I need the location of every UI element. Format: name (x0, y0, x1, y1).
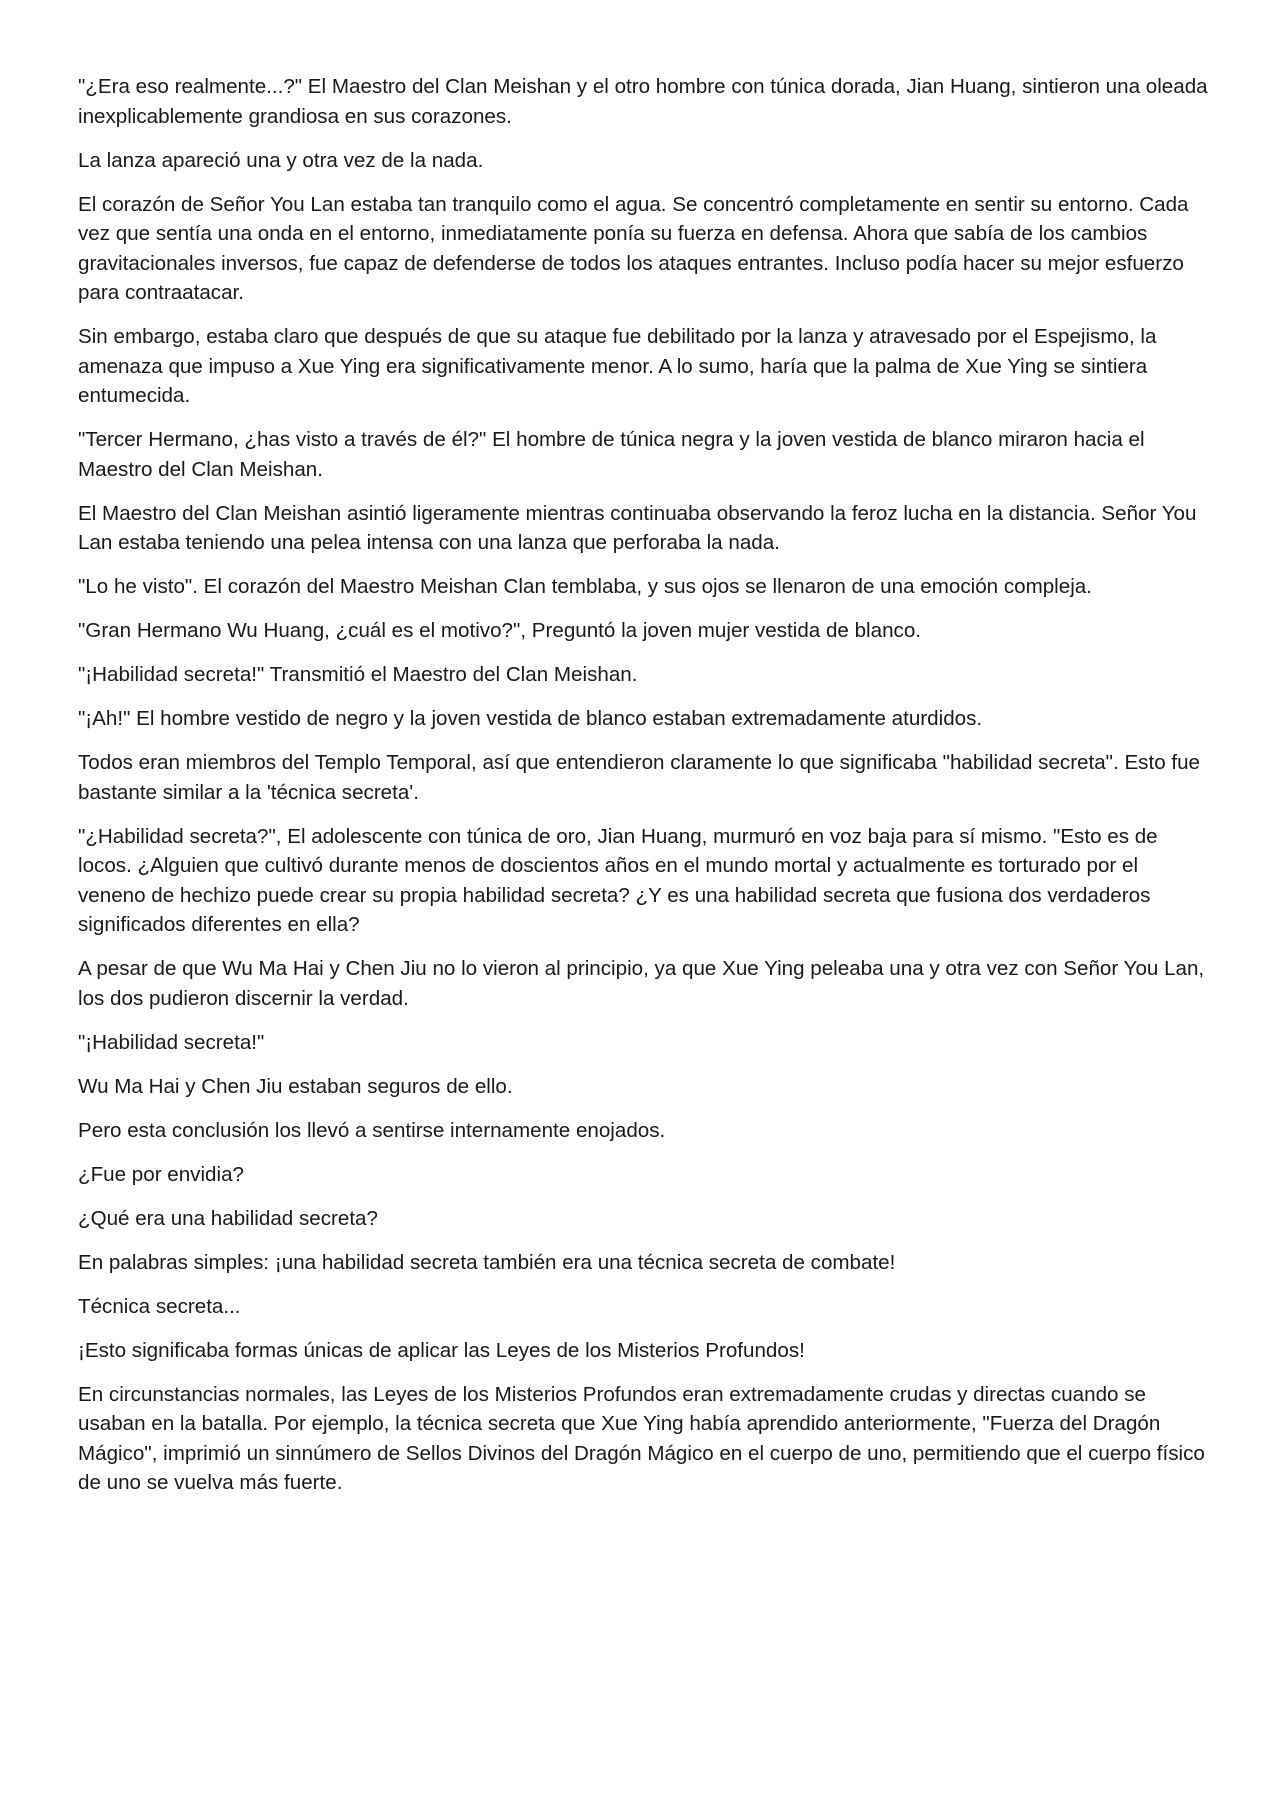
paragraph: Sin embargo, estaba claro que después de que su ataque fue debilitado por la lanza y atravesado por el Espejismo, la amenaza que impuso a Xue Ying era significativamente menor. A lo sumo, haría que la palma de Xue Ying se sintiera entumecida. (78, 325, 1157, 407)
paragraph: El Maestro del Clan Meishan asintió ligeramente mientras continuaba observando la feroz lucha en la distancia. Señor You Lan estaba teniendo una pelea intensa con una lanza que perforaba la nada. (78, 501, 1197, 554)
paragraph: Todos eran miembros del Templo Temporal, así que entendieron claramente lo que significaba "habilidad secreta". Esto fue bastante similar a la 'técnica secreta'. (78, 751, 1200, 804)
paragraph: "¿Habilidad secreta?", El adolescente con túnica de oro, Jian Huang, murmuró en voz baja para sí mismo. "Esto es de locos. ¿Alguien que cultivó durante menos de doscientos años en el mundo mortal y actualmente es torturado por el veneno de hechizo puede crear su propia habilidad secreta? ¿Y es una habilidad secreta que fusiona dos verdaderos significados diferentes en ella? (78, 824, 1158, 936)
paragraph: "¡Habilidad secreta!" Transmitió el Maestro del Clan Meishan. (78, 663, 638, 686)
paragraph: ¿Fue por envidia? (78, 1162, 244, 1186)
paragraph: Wu Ma Hai y Chen Jiu estaban seguros de ello. (78, 1074, 513, 1098)
paragraph: El corazón de Señor You Lan estaba tan tranquilo como el agua. Se concentró completamente en sentir su entorno. Cada vez que sentía una onda en el entorno, inmediatamente ponía su fuerza en defensa. Ahora que sabía de los cambios gravitacionales inversos, fue capaz de defenderse de todos los ataques entrantes. Incluso podía hacer su mejor esfuerzo para contraatacar. (78, 192, 1189, 304)
paragraph: En palabras simples: ¡una habilidad secreta también era una técnica secreta de combate! (78, 1250, 896, 1274)
paragraph: A pesar de que Wu Ma Hai y Chen Jiu no lo vieron al principio, ya que Xue Ying peleaba una y otra vez con Señor You Lan, los dos pudieron discernir la verdad. (78, 957, 1205, 1010)
paragraph: "¡Habilidad secreta!" (78, 1030, 265, 1054)
paragraph: "¿Era eso realmente...?" El Maestro del Clan Meishan y el otro hombre con túnica dorada, Jian Huang, sintieron una oleada inexplicablemente grandiosa en sus corazones. (78, 75, 1208, 128)
paragraph: Técnica secreta... (78, 1294, 241, 1318)
document-page (78, 72, 1208, 1512)
paragraph: "¡Ah!" El hombre vestido de negro y la joven vestida de blanco estaban extremadamente aturdidos. (78, 707, 983, 730)
paragraph: "Gran Hermano Wu Huang, ¿cuál es el motivo?", Preguntó la joven mujer vestida de blanco. (78, 619, 921, 642)
paragraph: ¡Esto significaba formas únicas de aplicar las Leyes de los Misterios Profundos! (78, 1338, 805, 1362)
paragraph: La lanza apareció una y otra vez de la nada. (78, 148, 484, 172)
paragraph: "Lo he visto". El corazón del Maestro Meishan Clan temblaba, y sus ojos se llenaron de una emoción compleja. (78, 575, 1092, 598)
paragraph: Pero esta conclusión los llevó a sentirse internamente enojados. (78, 1118, 666, 1142)
paragraph: ¿Qué era una habilidad secreta? (78, 1206, 378, 1230)
paragraph: En circunstancias normales, las Leyes de los Misterios Profundos eran extremadamente crudas y directas cuando se usaban en la batalla. Por ejemplo, la técnica secreta que Xue Ying había aprendido anteriormente, "Fuerza del Dragón Mágico", imprimió un sinnúmero de Sellos Divinos del Dragón Mágico en el cuerpo de uno, permitiendo que el cuerpo físico de uno se vuelva más fuerte. (78, 1382, 1205, 1494)
paragraph: "Tercer Hermano, ¿has visto a través de él?" El hombre de túnica negra y la joven vestida de blanco miraron hacia el Maestro del Clan Meishan. (78, 428, 1145, 481)
